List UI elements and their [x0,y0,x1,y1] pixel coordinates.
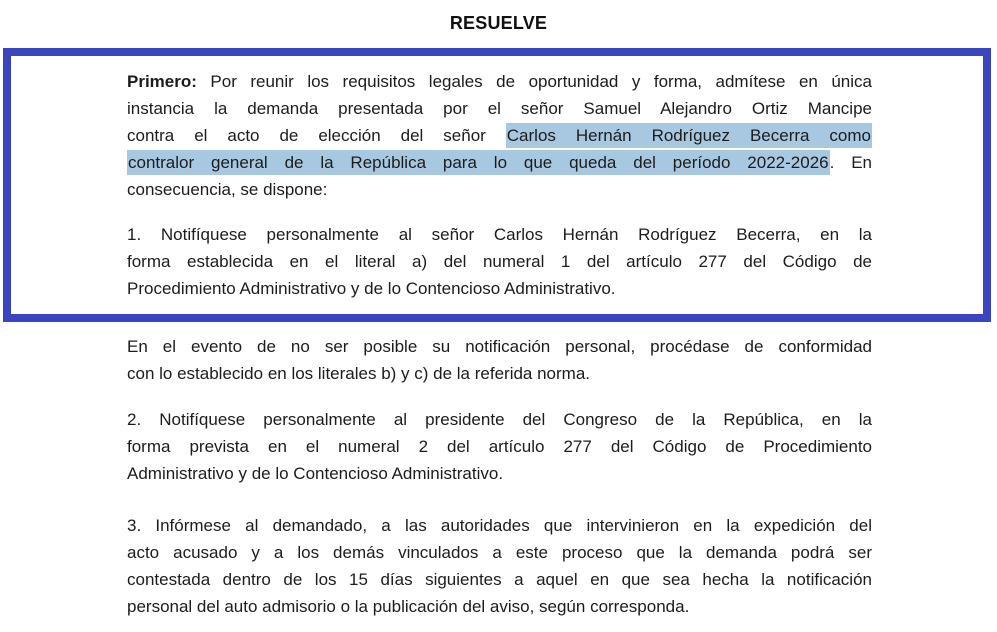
text-segment: forma prevista en el numeral 2 del artículo 277 del Código de Procedimiento [127,437,872,456]
text-line [127,248,872,275]
text-segment: personal del auto admisorio o la publicación del aviso, según corresponda. [127,597,690,616]
text-line [127,122,872,149]
text-segment: contra el acto de elección del señor [127,126,506,145]
text-segment: 2. Notifíquese personalmente al presidente del Congreso de la República, en la [127,410,872,429]
paragraph-item-2 [127,406,872,487]
text-line [127,566,872,593]
text-line [127,95,872,122]
text-line [127,460,872,487]
text-segment: forma establecida en el literal a) del numeral 1 del artículo 277 del Código de [127,252,872,271]
text-line [127,406,872,433]
document-title: RESUELVE [449,13,548,33]
text-segment: contestada dentro de los 15 días siguientes a aquel en que sea hecha la notificación [127,570,872,589]
text-line [127,333,872,360]
text-segment: acto acusado y a los demás vinculados a este proceso que la demanda podrá ser [127,543,872,562]
text-segment: Procedimiento Administrativo y de lo Contencioso Administrativo. [127,279,616,298]
text-segment: Administrativo y de lo Contencioso Administrativo. [127,464,504,483]
text-line [127,539,872,566]
highlighted-text: contralor general de la República para lo que queda del período 2022-2026 [127,150,830,175]
text-line [127,433,872,460]
paragraph-item-3 [127,512,872,620]
text-segment: 1. Notifíquese personalmente al señor Carlos Hernán Rodríguez Becerra, en la [127,225,872,244]
text-segment: 3. Infórmese al demandado, a las autoridades que intervinieron en la expedición del [127,516,872,535]
text-segment: con lo establecido en los literales b) y c) de la referida norma. [127,364,591,383]
text-segment: Por reunir los requisitos legales de oportunidad y forma, admítese en única [196,72,872,91]
highlighted-text: Carlos Hernán Rodríguez Becerra como [506,123,872,148]
text-line [127,221,872,248]
text-line [127,593,872,620]
text-line [127,176,872,203]
paragraph-notificacion-subsidiaria [127,333,872,387]
text-segment: instancia la demanda presentada por el señor Samuel Alejandro Ortiz Mancipe [127,99,872,118]
paragraph-primero [127,68,872,203]
text-segment: Primero: [127,72,197,91]
text-line [127,360,872,387]
text-line [127,68,872,95]
text-segment: consecuencia, se dispone: [127,180,328,199]
text-line [127,275,872,302]
text-segment: . En [829,153,872,172]
text-segment: En el evento de no ser posible su notificación personal, procédase de conformidad [127,337,872,356]
text-line [127,149,872,176]
text-line [127,512,872,539]
paragraph-item-1 [127,221,872,302]
